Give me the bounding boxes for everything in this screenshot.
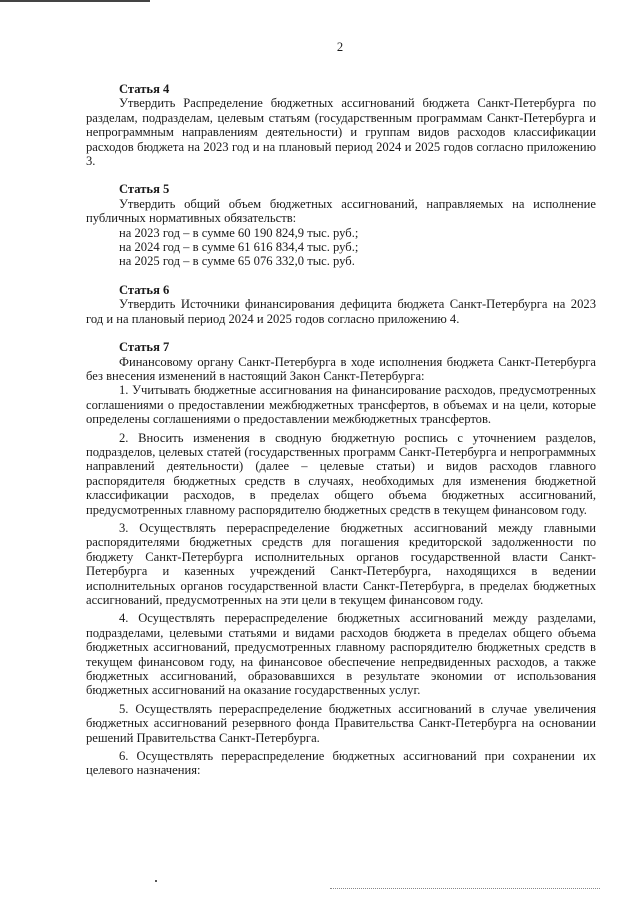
list-item: 5. Осуществлять перераспределение бюджетных ассигнований в случае увеличения бюджетных ассигнований резервного фонда Правительства Санкт-Петербурга на основании решений Правительства Санкт-Петербурга. <box>86 701 596 745</box>
sum-line: на 2023 год – в сумме 60 190 824,9 тыс. руб.; <box>119 225 359 240</box>
list-item: 2. Вносить изменения в сводную бюджетную роспись с уточнением разделов, подразделов, целевых статей (государственных программ Санкт-Петербурга и непрограммных направлений деятельности) (далее – целевые статьи) и видов расходов главного распорядителя бюджетных средств в случаях, необходимых для изменения бюджетной классификации расходов, в пределах общего объема бюджетных ассигнований, предусмотренных главному распорядителю бюджетных средств в текущем финансовом году. <box>86 430 596 517</box>
list-item: 6. Осуществлять перераспределение бюджетных ассигнований при сохранении их целевого назначения: <box>86 749 596 778</box>
list-item: 4. Осуществлять перераспределение бюджетных ассигнований между разделами, подразделами, целевыми статьями и видами расходов бюджета в пределах общего объема бюджетных ассигнований, предусмотренных главному распорядителю бюджетных средств в текущем финансовом году, на финансовое обеспечение непредвиденных расходов, а также бюджетных ассигнований, образовавшихся в результате экономии от использования бюджетных ассигнований на оказание государственных услуг. <box>86 611 596 698</box>
article-text: Утвердить Источники финансирования дефицита бюджета Санкт-Петербурга на 2023 год и на плановый период 2024 и 2025 годов согласно приложению 4. <box>86 297 596 326</box>
article-5 <box>86 182 596 268</box>
scan-edge-line <box>330 888 600 889</box>
article-heading: Статья 7 <box>119 340 170 355</box>
article-text: Утвердить Распределение бюджетных ассигнований бюджета Санкт-Петербурга по разделам, подразделам, целевым статьям (государственным программам Санкт-Петербурга и непрограммным направлениям деятельности) и группам видов расходов классификации расходов бюджета на 2023 год и на плановый период 2024 и 2025 годов согласно приложению 3. <box>86 96 596 169</box>
article-7 <box>86 340 596 778</box>
sum-line: на 2024 год – в сумме 61 616 834,4 тыс. руб.; <box>119 240 359 255</box>
article-4 <box>86 82 596 168</box>
article-6 <box>86 283 596 326</box>
article-heading: Статья 4 <box>119 82 170 96</box>
article-text: Утвердить общий объем бюджетных ассигнований, направляемых на исполнение публичных нормативных обязательств: <box>86 196 596 226</box>
article-heading: Статья 6 <box>119 282 170 297</box>
article-heading: Статья 5 <box>119 182 170 197</box>
article-intro: Финансовому органу Санкт-Петербурга в ходе исполнения бюджета Санкт-Петербурга без внесения изменений в настоящий Закон Санкт-Петербурга: <box>86 354 596 383</box>
page-number: 2 <box>336 40 344 54</box>
sum-line: на 2025 год – в сумме 65 076 332,0 тыс. руб. <box>119 254 355 269</box>
scan-speck <box>155 880 157 882</box>
list-item: 1. Учитывать бюджетные ассигнования на финансирование расходов, предусмотренных соглашениями о предоставлении межбюджетных трансфертов, в объемах и на цели, которые определены соглашениями о предоставлении межбюджетных трансфертов. <box>86 383 596 427</box>
scan-edge-line <box>0 0 150 2</box>
list-item: 3. Осуществлять перераспределение бюджетных ассигнований между главными распорядителями бюджетных средств для погашения кредиторской задолженности по бюджету Санкт-Петербурга исполнительных органов государственной власти Санкт-Петербурга и казенных учреждений Санкт-Петербурга, находящихся в ведении исполнительных органов государственной власти Санкт-Петербурга, в пределах бюджетных ассигнований, предусмотренных на эти цели в текущем финансовом году. <box>86 520 596 607</box>
document-body <box>86 82 596 778</box>
